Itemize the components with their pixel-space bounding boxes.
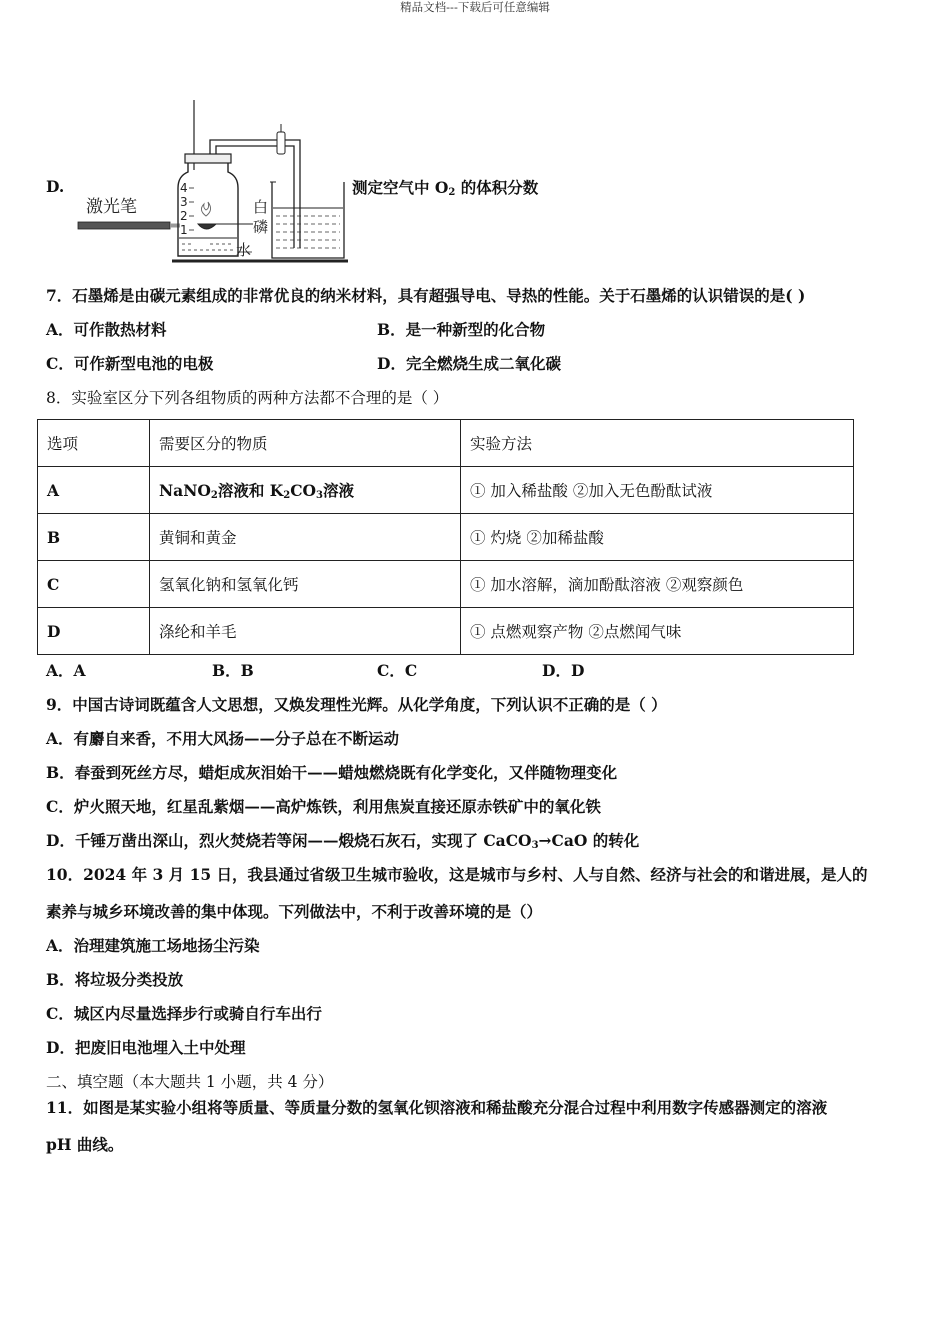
q10-stem-line2: 素养与城乡环境改善的集中体现。下列做法中，不利于改善环境的是（） xyxy=(46,902,543,921)
q11-stem-line1: 11．如图是某实验小组将等质量、等质量分数的氢氧化钡溶液和稀盐酸充分混合过程中利用数字传感器测定的溶液 xyxy=(46,1098,828,1117)
table-row xyxy=(38,467,854,514)
smoke-icon xyxy=(201,202,210,216)
phosphorus-spoon xyxy=(198,224,216,229)
page-header: 精品文档---下载后可任意编辑 xyxy=(400,0,550,14)
q7-option-c: C．可作新型电池的电极 xyxy=(46,354,214,373)
rubber-stopper xyxy=(185,154,231,163)
laser-pen-icon xyxy=(78,222,170,229)
row-method: ① 灼烧 ②加稀盐酸 xyxy=(461,514,854,561)
q9-stem: 9．中国古诗词既蕴含人文思想，又焕发理性光辉。从化学角度，下列认识不正确的是（ ） xyxy=(46,695,667,714)
q10-option-d: D．把废旧电池埋入土中处理 xyxy=(46,1038,246,1057)
q8-option-a: A．A xyxy=(46,661,86,680)
q9-option-c: C．炉火照天地，红星乱紫烟——高炉炼铁，利用焦炭直接还原赤铁矿中的氧化铁 xyxy=(46,797,601,816)
row-option: C xyxy=(38,561,150,608)
q8-option-d: D．D xyxy=(542,661,585,680)
q10-stem-line1: 10．2024 年 3 月 15 日，我县通过省级卫生城市验收，这是城市与乡村、人与自然、经济与社会的和谐进展，是人的 xyxy=(46,865,868,884)
scale-mark-4: 4 xyxy=(180,181,188,195)
q9-option-b: B．春蚕到死丝方尽，蜡炬成灰泪始干——蜡烛燃烧既有化学变化，又伴随物理变化 xyxy=(46,763,618,782)
beaker xyxy=(272,182,344,258)
header-substances: 需要区分的物质 xyxy=(150,420,461,467)
q8-option-b: B．B xyxy=(212,661,254,680)
row-method: ① 加水溶解，滴加酚酞溶液 ②观察颜色 xyxy=(461,561,854,608)
q8-stem: 8．实验室区分下列各组物质的两种方法都不合理的是（ ） xyxy=(46,389,449,407)
row-substances: 黄铜和黄金 xyxy=(150,514,461,561)
q9-option-a: A．有麝自来香，不用大风扬——分子总在不断运动 xyxy=(46,729,400,748)
white-label: 白 xyxy=(253,198,269,216)
laser-pen-label: 激光笔 xyxy=(86,197,137,217)
q7-option-a: A．可作散热材料 xyxy=(46,320,167,339)
row-option: A xyxy=(38,467,150,514)
water-label: 水 xyxy=(236,241,252,259)
header-method: 实验方法 xyxy=(461,420,854,467)
table-row xyxy=(38,561,854,608)
table-row xyxy=(38,514,854,561)
q10-option-c: C．城区内尽量选择步行或骑自行车出行 xyxy=(46,1004,322,1023)
table-row xyxy=(38,608,854,655)
row-method: ① 加入稀盐酸 ②加入无色酚酞试液 xyxy=(461,467,854,514)
row-method: ① 点燃观察产物 ②点燃闻气味 xyxy=(461,608,854,655)
row-substances: NaNO$_2$溶液和 $K_2CO_3$溶液 xyxy=(150,467,461,514)
q9-option-d: D．千锤万凿出深山，烈火焚烧若等闲——煅烧石灰石，实现了 CaCO$_3$→CaO 的转化 xyxy=(46,831,640,851)
q6-option-d-label: D. xyxy=(46,177,65,196)
q8-table xyxy=(37,419,854,655)
q7-stem: 7．石墨烯是由碳元素组成的非常优良的纳米材料，具有超强导电、导热的性能。关于石墨烯的认识错误的是( ) xyxy=(46,286,806,305)
table-header-row xyxy=(38,420,854,467)
q8-option-c: C．C xyxy=(377,661,418,680)
row-substances: 氢氧化钠和氢氧化钙 xyxy=(150,561,461,608)
header-option: 选项 xyxy=(38,420,150,467)
row-option: D xyxy=(38,608,150,655)
section-heading: 二、填空题（本大题共 1 小题，共 4 分） xyxy=(46,1073,334,1091)
q11-stem-line2: pH 曲线。 xyxy=(46,1135,124,1154)
q7-option-d: D．完全燃烧生成二氧化碳 xyxy=(377,354,561,373)
q10-option-b: B．将垃圾分类投放 xyxy=(46,970,184,989)
scale-mark-1: 1 xyxy=(180,223,188,237)
scale-mark-2: 2 xyxy=(180,209,188,223)
row-option: B xyxy=(38,514,150,561)
q7-option-b: B．是一种新型的化合物 xyxy=(377,320,546,339)
q10-option-a: A．治理建筑施工场地扬尘污染 xyxy=(46,936,260,955)
q6-option-d-caption: 测定空气中 $O_2$ 的体积分数 xyxy=(352,178,539,198)
phosphorus-label: 磷 xyxy=(253,218,269,236)
row-substances: 涤纶和羊毛 xyxy=(150,608,461,655)
oxygen-measurement-apparatus xyxy=(70,98,360,268)
scale-mark-3: 3 xyxy=(180,195,188,209)
clamp-icon xyxy=(277,132,285,154)
